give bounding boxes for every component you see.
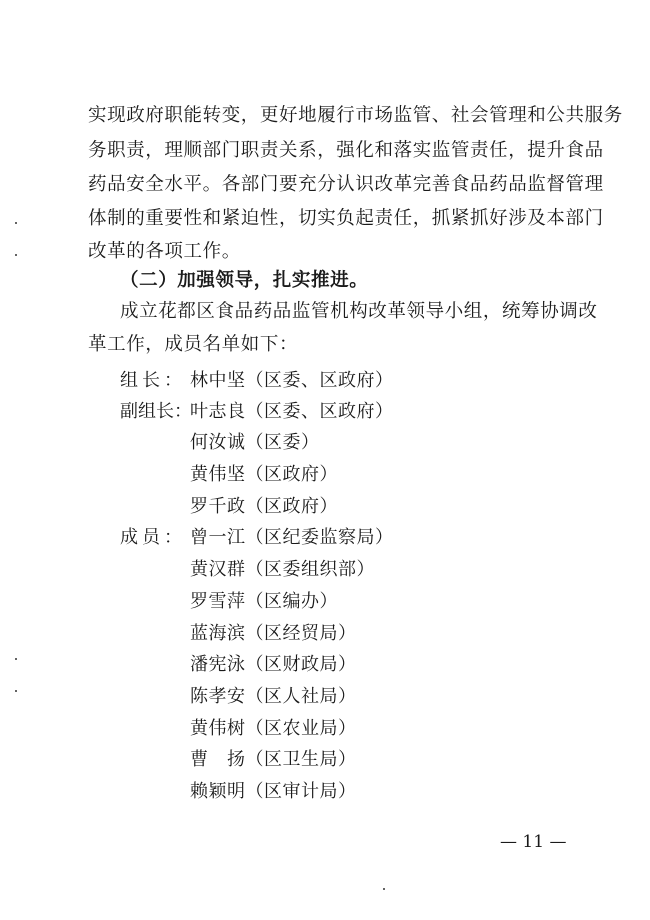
member-entry-3: 罗雪萍（区编办） xyxy=(190,591,338,612)
scan-speck xyxy=(383,888,385,890)
role-label-leader: 组长： xyxy=(120,370,182,391)
section-heading: （二）加强领导，扎实推进。 xyxy=(120,270,369,291)
deputy-entry-1: 叶志良（区委、区政府） xyxy=(190,401,394,422)
deputy-entry-4: 罗千政（区政府） xyxy=(190,496,338,517)
deputy-entry-2: 何汝诚（区委） xyxy=(190,432,320,453)
member-entry-2: 黄汉群（区委组织部） xyxy=(190,559,375,580)
paragraph-1-line-4: 体制的重要性和紧迫性，切实负起责任，抓紧抓好涉及本部门 xyxy=(88,208,604,229)
paragraph-2-line-1: 成立花都区食品药品监管机构改革领导小组，统筹协调改 xyxy=(120,301,598,322)
role-label-members: 成员： xyxy=(120,527,182,548)
scan-speck xyxy=(15,690,17,692)
paragraph-1-line-1: 实现政府职能转变，更好地履行市场监管、社会管理和公共服务 xyxy=(88,105,623,126)
paragraph-2-line-2: 革工作，成员名单如下： xyxy=(88,334,299,355)
member-entry-4: 蓝海滨（区经贸局） xyxy=(190,623,357,644)
role-label-deputy: 副组长： xyxy=(120,401,192,422)
member-entry-9: 赖颖明（区审计局） xyxy=(190,781,357,802)
member-entry-6: 陈孝安（区人社局） xyxy=(190,686,357,707)
member-entry-1: 曾一江（区纪委监察局） xyxy=(190,527,394,548)
member-entry-7: 黄伟树（区农业局） xyxy=(190,718,357,739)
paragraph-1-line-3: 药品安全水平。各部门要充分认识改革完善食品药品监督管理 xyxy=(88,174,604,195)
scan-speck xyxy=(15,254,17,256)
paragraph-1-line-2: 务职责，理顺部门职责关系，强化和落实监管责任，提升食品 xyxy=(88,140,604,161)
member-entry-8: 曹 扬（区卫生局） xyxy=(190,749,357,770)
member-entry-5: 潘宪泳（区财政局） xyxy=(190,654,357,675)
scan-speck xyxy=(15,658,17,660)
deputy-entry-3: 黄伟坚（区政府） xyxy=(190,464,338,485)
leader-entry: 林中坚（区委、区政府） xyxy=(190,370,394,391)
scan-speck xyxy=(15,222,17,224)
page-number: — 11 — xyxy=(500,832,567,852)
paragraph-1-line-5: 改革的各项工作。 xyxy=(88,241,241,262)
